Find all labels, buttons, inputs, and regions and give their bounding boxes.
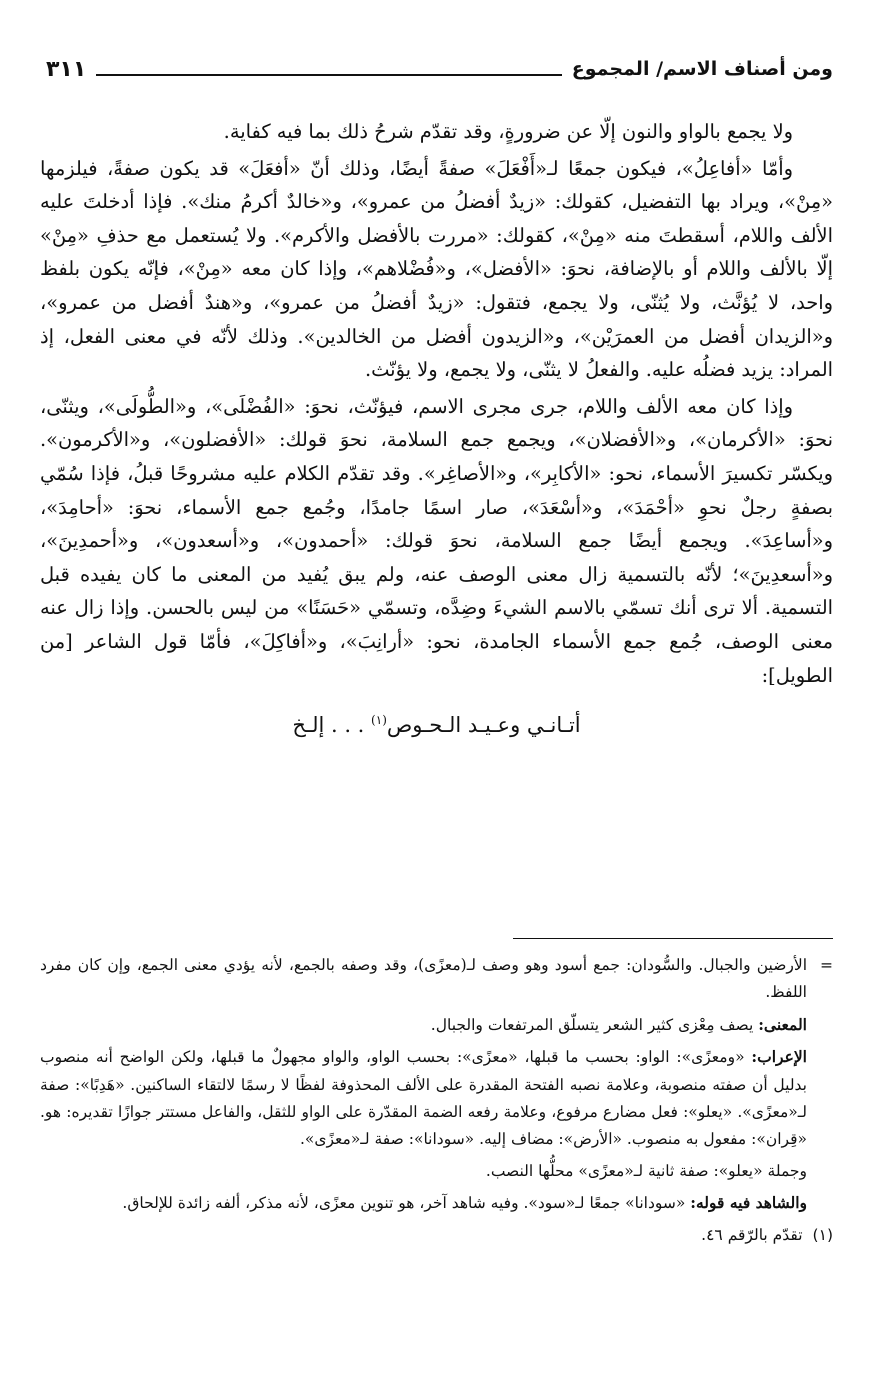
verse-line [40, 704, 833, 743]
footnote-label: المعنى: [758, 1014, 807, 1034]
main-text [40, 115, 833, 743]
footnote-continued [40, 952, 833, 1007]
footnotes [40, 952, 833, 1253]
paragraph-1: ولا يجمع بالواو والنون إلّا عن ضرورةٍ، وقد تقدّم شرحُ ذلك بما فيه كفاية. [223, 120, 793, 143]
footnote-marker: (١) [371, 713, 387, 728]
footnote-sentence [40, 1158, 833, 1185]
footnote-text: «سودانا» جمعًا لـ«سود». وفيه شاهد آخر، هو تنوين معزًى، لأنه مذكر، ألفه زائدة للإلحاق. [122, 1194, 691, 1213]
footnote-label: والشاهد فيه قوله: [690, 1193, 807, 1213]
page-number: ٣١١ [46, 56, 87, 82]
verse-tail: . . . إلـخ [292, 713, 365, 738]
footnote-text: الأرضين والجبال. والسُّودان: جمع أسود وهو وصف لـ(معزًى)، وقد وصفه بالجمع، لأنه يؤدي معنى الجمع، وإن كان مفرد اللفظ. [40, 956, 807, 1002]
footnote-number: (١) [812, 1225, 833, 1244]
footnote-label: الإعراب: [751, 1047, 807, 1067]
paragraph-2: وأمّا «أفاعِلُ»، فيكون جمعًا لـ«أَفْعَلَ» صفةً أيضًا، وذلك أنّ «أفعَلَ» قد يكون صفةً، فيلزمها «مِنْ»، ويراد بها التفضيل، كقولك: «زيدٌ أفضلُ من عمرو»، و«خالدٌ أكرمُ منك». فإذا أدخلتَ عليه الألف واللام، أسقطتَ منه «مِنْ»، كقولك: «مررت بالأفضل والأكرم». ولا يُستعمل مع حذفِ «مِنْ» إلّا بالألف واللام أو بالإضافة، نحوَ: «الأفضل»، و«فُضْلاهم»، وإذا كان معه «مِنْ»، فإنّه يكون بلفظ واحد، لا يُؤنَّث، ولا يُثنّى، ولا يجمع، فتقول: «زيدٌ أفضلُ من عمرو»، و«هندٌ أفضل من عمرو»، و«الزيدان أفضل من العمرَيْن»، و«الزيدون أفضل من الخالدين». وذلك لأنّه في معنى الفعل، إذ المراد: يزيد فضلُه عليه. والفعلُ لا يثنّى، ولا يجمع، ولا يؤنّث. [40, 156, 833, 382]
running-header [46, 52, 833, 86]
footnote-witness [40, 1189, 833, 1217]
header-rule [96, 74, 561, 76]
footnote-divider [513, 938, 833, 939]
footnote-text: تقدّم بالرّقم ٤٦. [701, 1225, 803, 1244]
footnote-text: «ومعزًى»: الواو: بحسب ما قبلها، «معزًى»: بحسب الواو، والواو مجهولٌ ما قبلها، ولكن الواضح أنه منصوب بدليل أن صفته منصوبة، وعلامة نصبه الفتحة المقدرة على الألف المحذوفة لفظًا لا رسمًا لالتقاء الساكنين. «هَدِبًا»: صفة لـ«معزًى». «يعلو»: فعل مضارع مرفوع، وعلامة رفعه الضمة المقدّرة على الواو للثقل، والفاعل مستتر جوازًا تقديره: هو. «قِران»: مفعول به منصوب. «الأرض»: مضاف إليه. «سودانا»: صفة لـ«معزًى». [40, 1048, 807, 1149]
footnote-text: وجملة «يعلو»: صفة ثانية لـ«معزًى» محلُّها النصب. [485, 1161, 807, 1180]
verse-text: أتـانـي وعـيـد الـحـوص [386, 713, 581, 738]
running-title: ومن أصناف الاسم/ المجموع [571, 58, 833, 80]
paragraph-3: وإذا كان معه الألف واللام، جرى مجرى الاسم، فيؤنّث، نحوَ: «الفُضْلَى»، و«الطُّولَى»، ويثنّى، نحوَ: «الأكرمان»، و«الأفضلان»، ويجمع جمع السلامة، نحوَ قولك: «الأفضلون»، و«الأكرمون». ويكسّر تكسيرَ الأسماء، نحو: «الأكابِر»، و«الأصاغِر». وقد تقدّم الكلام عليه مشروحًا قبلُ، فإذا سُمّي بصفةٍ رجلٌ نحوِ «أحْمَدَ»، و«أسْعَدَ»، صار اسمًا جامدًا، وجُمع جمع الأسماء، نحوَ: «أحامِدَ»، و«أساعِدَ». ويجمع أيضًا جمع السلامة، نحوَ قولك: «أحمدون»، و«أسعدون»، و«أحمدِينَ»، و«أسعدِينَ»؛ لأنّه بالتسمية زال معنى الوصف عنه، ولم يبق يُفيد من المعنى ما كان يفيده قبل التسمية. ألا ترى أنك تسمّي بالاسم الشيءَ وضِدَّه، وتسمّي «حَسَنًا» من ليس بالحسن. وإذا زال عنه معنى الوصف، جُمع جمع الأسماء الجامدة، نحو: «أرانِبَ»، و«أفاكِلَ»، فأمّا قول الشاعر [من الطويل]: [40, 394, 833, 687]
footnote-1 [40, 1222, 833, 1249]
footnote-parsing [40, 1043, 833, 1154]
footnote-meaning [40, 1011, 833, 1039]
footnote-text: يصف مِعْزى كثير الشعر يتسلّق المرتفعات والجبال. [430, 1015, 759, 1034]
footnote-continuation-mark: = [820, 956, 833, 974]
